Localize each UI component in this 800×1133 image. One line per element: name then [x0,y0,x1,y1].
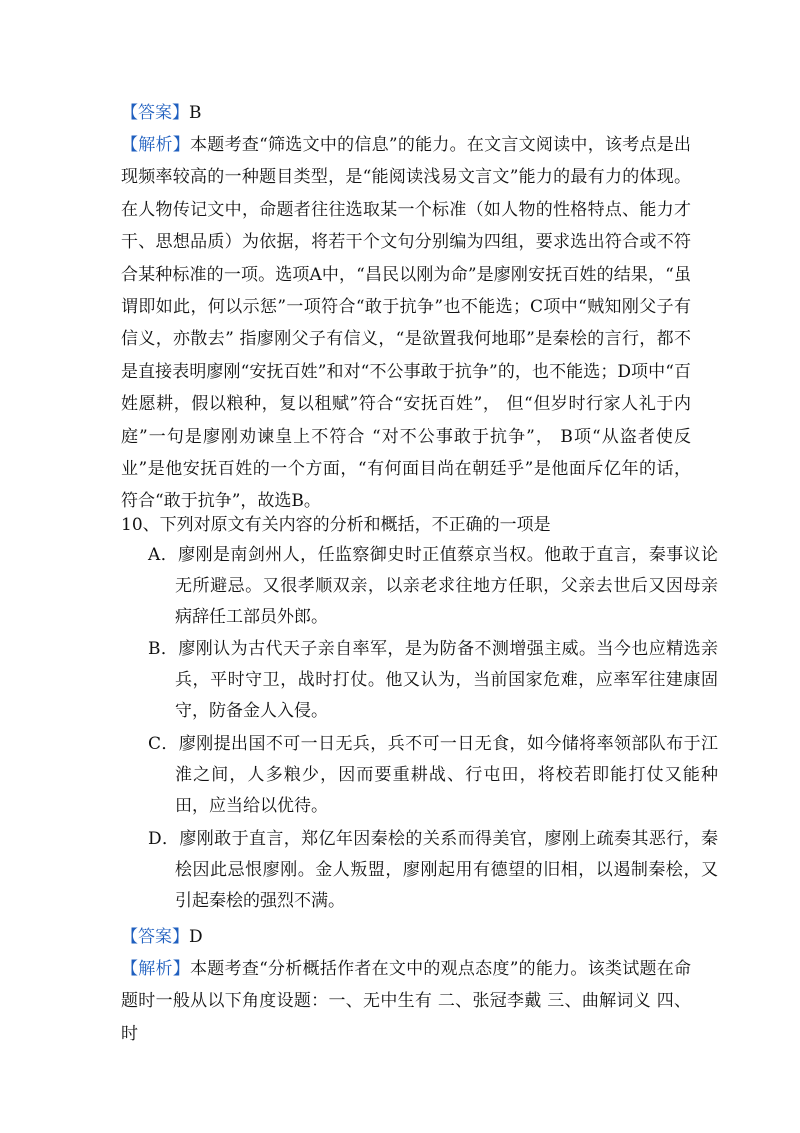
analysis-paragraph-1 [121,129,691,518]
option-b-text: 廖刚认为古代天子亲自率军，是为防备不测增强主威。当今也应精选亲兵，平时守卫，战时打仗。他又认为，当前国家危难，应率军往建康固守，防备金人入侵。 [175,639,718,721]
option-c-text: 廖刚提出国不可一日无兵，兵不可一日无食，如今储将率领部队布于江淮之间，人多粮少，因而要重耕战、行屯田，将校若即能打仗又能种田，应当给以优待。 [175,734,718,816]
analysis-tag: 【解析】 [121,959,191,979]
option-c-label: C． [148,734,179,754]
analysis-text: 本题考查“分析概括作者在文中的观点态度”的能力。该类试题在命题时一般从以下角度设题：一、无中生有 二、张冠李戴 三、曲解词义 四、时 [121,959,691,1044]
option-b [148,634,718,727]
analysis-text: 本题考查“筛选文中的信息”的能力。在文言文阅读中，该考点是出现频率较高的一种题目类型，是“能阅读浅易文言文”能力的最有力的体现。在人物传记文中，命题者往往选取某一个标准（如人物的性格特点、能力才干、思想品质）为依据，将若干个文句分别编为四组，要求选出符合或不符合某种标准的一项。选项A中，“昌民以刚为命”是廖刚安抚百姓的结果，“虽谓即如此，何以示惩”一项符合“敢于抗争”也不能选；C项中“贼知刚父子有信义，亦散去” 指廖刚父子有信义，“是欲置我何地耶”是秦桧的言行，都不是直接表明廖刚“安抚百姓”和对“不公事敢于抗争”的，也不能选；D项中“百姓愿耕，假以粮种，复以租赋”符合“安抚百姓”， 但“但岁时行家人礼于内庭”一句是廖刚劝谏皇上不符合 “对不公事敢于抗争”， B项“从盗者使反业”是他安抚百姓的一个方面，“有何面目尚在朝廷乎”是他面斥亿年的话，符合“敢于抗争”，故选B。 [121,135,691,512]
answer-value: D [189,927,203,947]
analysis-tag: 【解析】 [121,135,191,155]
option-c [148,729,718,822]
option-b-label: B． [148,639,179,659]
answer-line-2 [121,921,691,953]
option-a-text: 廖刚是南剑州人，任监察御史时正值蔡京当权。他敢于直言，秦事议论无所避忌。又很孝顺双亲，以亲老求往地方任职，父亲去世后又因母亲病辞任工部员外郎。 [175,545,719,627]
analysis-paragraph-2 [121,953,691,1050]
option-d-label: D． [148,829,180,849]
answer-value: B [189,103,202,123]
option-d-text: 廖刚敢于直言，郑亿年因秦桧的关系而得美官，廖刚上疏奏其恶行，秦桧因此忌恨廖刚。金人叛盟，廖刚起用有德望的旧相，以遏制秦桧，又引起秦桧的强烈不满。 [175,829,718,911]
answer-tag: 【答案】 [121,103,189,123]
answer-line-1 [121,97,691,129]
question-stem: 10、下列对原文有关内容的分析和概括，不正确的一项是 [121,515,551,535]
answer-tag: 【答案】 [121,927,189,947]
option-d [148,824,718,917]
option-a [148,540,718,633]
option-a-label: A． [148,545,179,565]
